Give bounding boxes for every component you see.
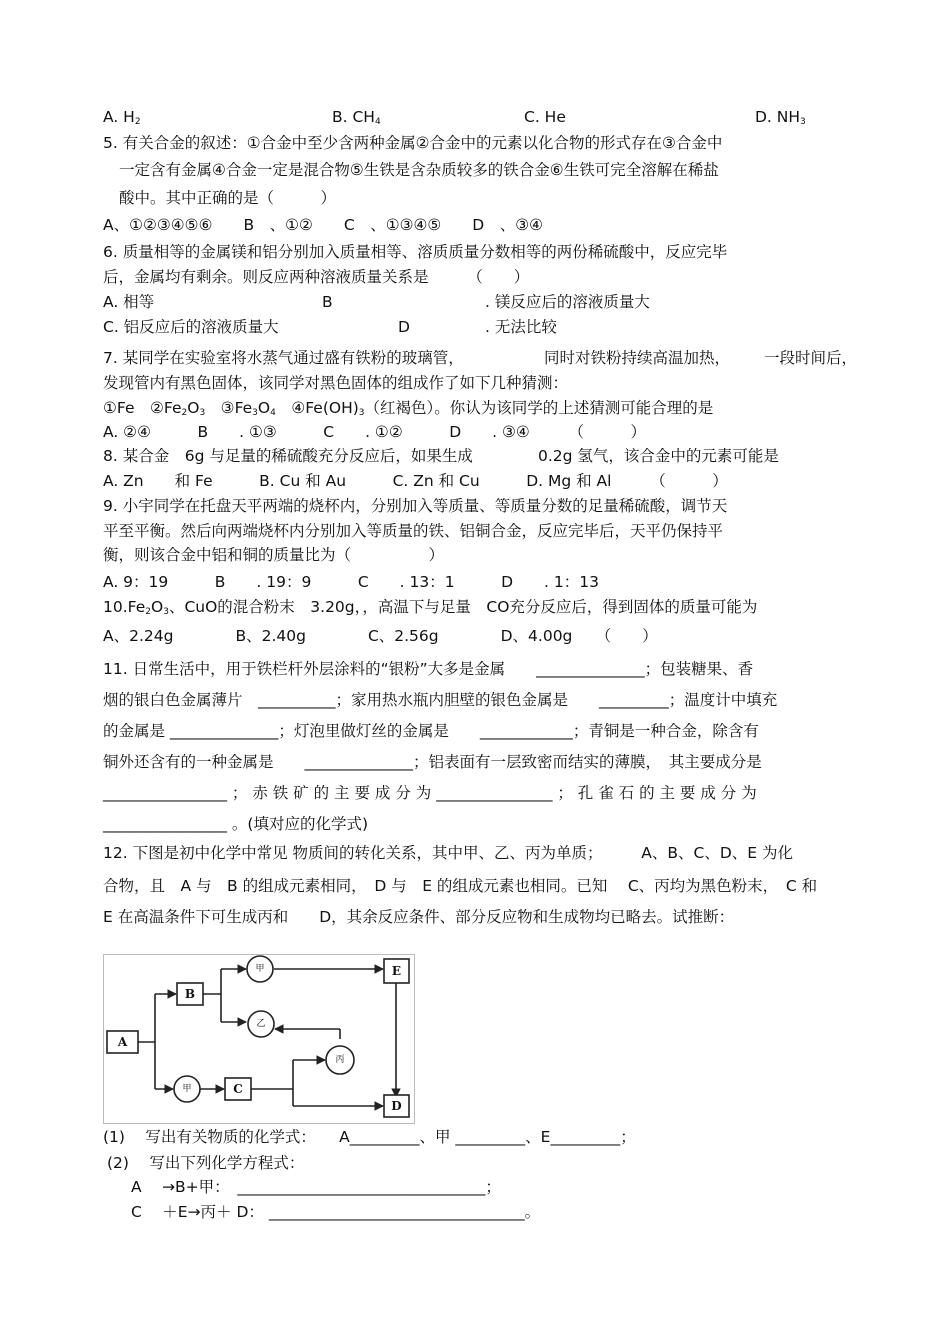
q12-sub-1: (1) 写出有关物质的化学式： A_________、甲 _________、E_________；: [103, 1128, 636, 1146]
q5-line-2: 一定含有金属④合金一定是混合物⑤生铁是含杂质较多的铁合金⑥生铁可完全溶解在稀盐: [119, 161, 719, 179]
q6-option-b-text: . 镁反应后的溶液质量大: [485, 293, 650, 311]
node-B-label: B: [184, 987, 196, 1001]
q4-option-a: A. $H_2$: [103, 108, 141, 127]
node-D-label: D: [391, 1099, 402, 1113]
q12-line-1: 12. 下图是初中化学中常见 物质间的转化关系，其中甲、乙、丙为单质； A、B、C、D、E 为化: [103, 844, 793, 862]
q12-equation-2: C ＋E→丙＋ D： _________________________________。: [131, 1203, 541, 1221]
q10-options: A、2.24g B、2.40g C、2.56g D、4.00g （ ）: [103, 627, 658, 645]
q11-line-4: 铜外还含有的一种金属是 ______________；铝表面有一层致密而结实的薄膜， 其主要成分是: [103, 753, 762, 771]
q7-line-1a: 7. 某同学在实验室将水蒸气通过盛有铁粉的玻璃管，: [103, 349, 464, 367]
q8-options: A. Zn 和 Fe B. Cu 和 Au C. Zn 和 Cu D. Mg 和 Al （ ）: [103, 472, 728, 490]
q12-line-2: 合物，且 A 与 B 的组成元素相同， D 与 E 的组成元素也相同。已知 C、丙均为黑色粉末， C 和: [103, 877, 818, 895]
q6-option-c: C. 铝反应后的溶液质量大: [103, 318, 279, 336]
q8-line-1a: 8. 某合金 6g 与足量的稀硫酸充分反应后，如果生成: [103, 447, 473, 465]
q5-line-3: 酸中。其中正确的是（ ）: [119, 189, 337, 207]
q7-line-2: 发现管内有黑色固体，该同学对黑色固体的组成作了如下几种猜测：: [103, 374, 569, 392]
q9-line-3: 衡，则该合金中铝和铜的质量比为（ ）: [103, 546, 445, 564]
q12-sub-2: (2) 写出下列化学方程式：: [107, 1154, 305, 1172]
q6-option-a: A. 相等: [103, 293, 155, 311]
q11-line-5: ________________ ； 赤 铁 矿 的 主 要 成 分 为 _______________ ； 孔 雀 石 的 主 要 成 分 为: [103, 784, 757, 802]
q7-line-1c: 一段时间后，: [764, 349, 858, 367]
q9-line-1: 9. 小宇同学在托盘天平两端的烧杯内，分别加入等质量、等质量分数的足量稀硫酸，调节天: [103, 497, 728, 515]
q9-options: A. 9：19 B . 19：9 C . 13：1 D . 1：13: [103, 573, 599, 591]
node-A-label: A: [117, 1035, 128, 1049]
q12-equation-1: A →B+甲： ________________________________；: [131, 1178, 501, 1196]
q7-line-1b: 同时对铁粉持续高温加热，: [544, 349, 731, 367]
q4-option-d: D. $NH_3$: [755, 108, 806, 127]
node-jia-top-label: 甲: [255, 964, 265, 974]
node-C-label: C: [233, 1082, 243, 1096]
q6-option-d-text: . 无法比较: [485, 318, 557, 336]
q4-option-b: B. $CH_4$: [332, 108, 381, 127]
q7-line-3: ①Fe $②Fe_2O_3$ $③Fe_3O_4$ $④Fe(OH)_3$（红褐色）。你认为该同学的上述猜测可能合理的是: [103, 399, 714, 418]
q11-line-6: ________________ 。(填对应的化学式): [103, 815, 369, 833]
node-jia-bottom-label: 甲: [182, 1084, 192, 1094]
node-yi-label: 乙: [256, 1019, 266, 1029]
q6-option-b-letter: B: [322, 293, 333, 311]
q6-line-2: 后，金属均有剩余。则反应两种溶液质量关系是 （ ）: [103, 268, 530, 286]
q11-line-3: 的金属是 ______________；灯泡里做灯丝的金属是 ____________；青铜是一种合金，除含有: [103, 722, 759, 740]
q10-line-1: $10.Fe_2O_3$、CuO的混合粉末 3.20g，，高温下与足量 CO充分反应后，得到固体的质量可能为: [103, 598, 758, 617]
conversion-diagram: [103, 954, 415, 1124]
q5-line-1: 5. 有关合金的叙述：①合金中至少含两种金属②合金中的元素以化合物的形式存在③合金中: [103, 134, 723, 152]
q8-line-1b: 0.2g 氢气，该合金中的元素可能是: [538, 447, 779, 465]
node-bing-label: 丙: [335, 1055, 345, 1065]
q6-line-1: 6. 质量相等的金属镁和铝分别加入质量相等、溶质质量分数相等的两份稀硫酸中，反应完毕: [103, 243, 728, 261]
q7-options: A. ②④ B . ①③ C . ①② D . ③④ （ ）: [103, 423, 647, 441]
q9-line-2: 平至平衡。然后向两端烧杯内分别加入等质量的铁、铝铜合金，反应完毕后，天平仍保持平: [103, 522, 724, 540]
q11-line-2: 烟的银白色金属薄片 __________；家用热水瓶内胆壁的银色金属是 _________；温度计中填充: [103, 691, 778, 709]
q6-option-d-letter: D: [398, 318, 410, 336]
q12-line-3: E 在高温条件下可生成丙和 D，其余反应条件、部分反应物和生成物均已略去。试推断：: [103, 908, 735, 926]
q11-line-1: 11. 日常生活中，用于铁栏杆外层涂料的“银粉”大多是金属 ______________；包装糖果、香: [103, 660, 754, 678]
node-E-label: E: [391, 964, 402, 978]
q5-options: A、①②③④⑤⑥ B 、①② C 、①③④⑤ D 、③④: [103, 216, 544, 234]
q4-option-c: C. He: [524, 108, 566, 126]
